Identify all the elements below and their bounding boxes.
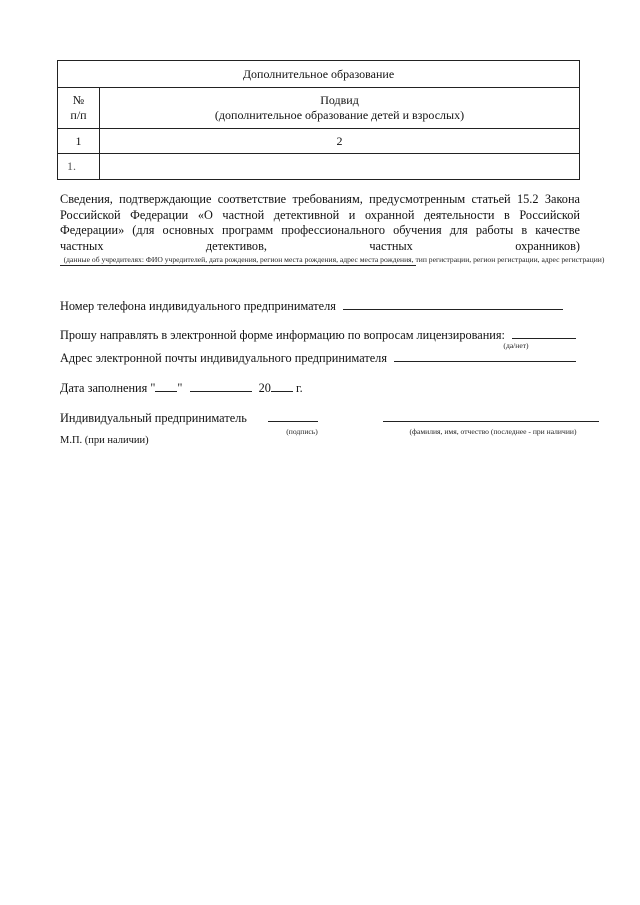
email-field[interactable]: [394, 350, 576, 362]
column-subtype-header: [100, 88, 580, 129]
date-quote-open: ": [150, 381, 156, 395]
column-subtype-header-line2: (дополнительное образование детей и взрослых): [214, 108, 465, 122]
signature-caption: (подпись): [286, 427, 318, 436]
table-column-headers: [58, 88, 580, 129]
full-name-field[interactable]: [383, 410, 599, 422]
electronic-caption: (да/нет): [503, 341, 529, 350]
founders-statement-text: Сведения, подтверждающие соответствие требованиям, предусмотренным статьей 15.2 Закона Российской Федерации «О частной детективной и охранной деятельности в Российской Федерации» (для основных программ профессионального обучения для работы в качестве частных детективов, частных охранников): [60, 192, 580, 253]
table-title: Дополнительное образование: [58, 61, 580, 88]
table-header-row: [58, 61, 580, 88]
date-label: Дата заполнения: [60, 381, 148, 395]
date-year-prefix: 20: [258, 381, 271, 395]
row-value-cell[interactable]: [100, 154, 580, 180]
date-quote-close: ": [177, 381, 183, 395]
table-row: [58, 154, 580, 180]
date-year-field[interactable]: [271, 380, 293, 392]
date-year-suffix: г.: [295, 381, 303, 395]
date-month-field[interactable]: [190, 380, 252, 392]
phone-row: [60, 298, 563, 314]
column-subtype-header-line1: Подвид: [320, 93, 359, 107]
full-name-caption: (фамилия, имя, отчество (последнее - при наличии): [409, 427, 577, 436]
table-row: [58, 129, 580, 154]
signature-field[interactable]: [268, 410, 318, 422]
row-number-cell: 1.: [58, 154, 100, 180]
date-day-field[interactable]: [155, 380, 177, 392]
signature-label: Индивидуальный предприниматель: [60, 411, 247, 425]
stamp-note: М.П. (при наличии): [60, 435, 149, 446]
email-label: Адрес электронной почты индивидуального предпринимателя: [60, 351, 387, 365]
column-number-header-line2: п/п: [70, 108, 87, 122]
signature-row: [60, 410, 599, 426]
education-table: [57, 60, 580, 180]
electronic-label: Прошу направлять в электронной форме информацию по вопросам лицензирования:: [60, 328, 505, 342]
phone-field[interactable]: [343, 298, 563, 310]
phone-label: Номер телефона индивидуального предпринимателя: [60, 299, 336, 313]
column-index-cell: 2: [100, 129, 580, 154]
column-number-header-line1: №: [72, 93, 85, 107]
email-row: [60, 350, 576, 366]
founders-data-caption: (данные об учредителях: ФИО учредителей, дата рождения, регион места рождения, адрес места рождения, тип регистрации, регион регистрации, адрес регистрации): [63, 255, 605, 264]
column-number-header: [58, 88, 100, 129]
date-row: [60, 380, 303, 396]
column-index-cell: 1: [58, 129, 100, 154]
electronic-yes-no-field[interactable]: [512, 327, 576, 339]
